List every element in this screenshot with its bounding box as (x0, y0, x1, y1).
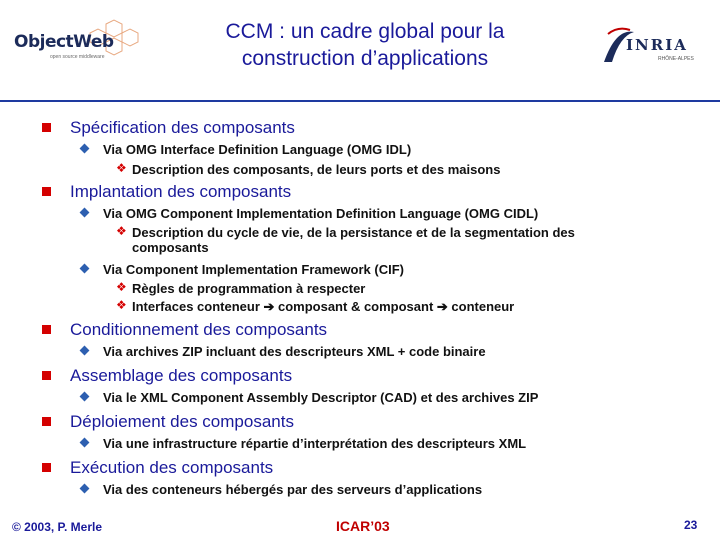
checkmark-bullet-icon: ❖ (116, 161, 127, 175)
bullet-item-deploiement (70, 412, 294, 432)
inria-logo-subtext: RHÔNE-ALPES (658, 56, 694, 62)
square-bullet-icon (42, 325, 51, 334)
sub-sub-item-label: Interfaces conteneur ➔ composant & composant ➔ conteneur (132, 299, 515, 314)
bullet-item-execution (70, 458, 273, 478)
sub-item (103, 262, 404, 277)
bullet-item-label: Spécification des composants (70, 118, 295, 137)
sub-item (103, 206, 538, 221)
objectweb-logo-subtext: open source middleware (50, 54, 105, 60)
diamond-bullet-icon (80, 438, 90, 448)
sub-sub-item-label: Description des composants, de leurs ports et des maisons (132, 162, 501, 177)
square-bullet-icon (42, 187, 51, 196)
sub-item-label: Via Component Implementation Framework (CIF) (103, 262, 404, 277)
sub-sub-item (116, 298, 515, 315)
checkmark-bullet-icon: ❖ (116, 224, 127, 238)
sub-sub-item-label: Règles de programmation à respecter (132, 281, 366, 296)
square-bullet-icon (42, 123, 51, 132)
sub-item-label: Via archives ZIP incluant des descripteurs XML + code binaire (103, 344, 486, 359)
footer-copyright: © 2003, P. Merle (12, 520, 103, 534)
square-bullet-icon (42, 371, 51, 380)
objectweb-logo-text: ObjectWeb (14, 32, 114, 52)
diamond-bullet-icon (80, 392, 90, 402)
diamond-bullet-icon (80, 346, 90, 356)
bullet-item-assemblage (70, 366, 292, 386)
sub-item (103, 436, 526, 451)
bullet-item-conditionnement (70, 320, 327, 340)
bullet-item-label: Conditionnement des composants (70, 320, 328, 339)
sub-item-label: Via le XML Component Assembly Descriptor (CAD) et des archives ZIP (103, 390, 539, 405)
sub-item (103, 482, 482, 497)
diamond-bullet-icon (80, 208, 90, 218)
page-number: 23 (684, 518, 698, 532)
bullet-item-implantation (70, 182, 291, 202)
bullet-item-label: Déploiement des composants (70, 412, 294, 431)
diamond-bullet-icon (80, 264, 90, 274)
sub-sub-item (116, 161, 501, 177)
slide-title-line-2: construction d’applications (241, 47, 489, 70)
bullet-item-label: Implantation des composants (70, 182, 292, 201)
diamond-bullet-icon (80, 144, 90, 154)
sub-sub-item (116, 280, 366, 296)
square-bullet-icon (42, 417, 51, 426)
sub-sub-item-continuation: composants (132, 240, 209, 255)
sub-item-label: Via OMG Interface Definition Language (OMG IDL) (103, 142, 412, 157)
sub-item-label: Via OMG Component Implementation Definition Language (OMG CIDL) (103, 206, 539, 221)
checkmark-bullet-icon: ❖ (116, 280, 127, 294)
footer-event: ICAR’03 (336, 518, 390, 534)
bullet-item-specification (70, 118, 295, 138)
inria-logo-text: INRIA (626, 36, 688, 54)
bullet-item-label: Assemblage des composants (70, 366, 293, 385)
sub-item-label: Via des conteneurs hébergés par des serveurs d’applications (103, 482, 483, 497)
checkmark-bullet-icon: ❖ (116, 298, 127, 312)
diamond-bullet-icon (80, 484, 90, 494)
sub-sub-item-label: Description du cycle de vie, de la persistance et de la segmentation des (132, 225, 575, 240)
square-bullet-icon (42, 463, 51, 472)
sub-item (103, 142, 411, 157)
sub-item (103, 344, 486, 359)
sub-item (103, 390, 538, 405)
sub-sub-item (116, 224, 575, 240)
sub-item-label: Via une infrastructure répartie d’interprétation des descripteurs XML (103, 436, 527, 451)
slide-title-line-1: CCM : un cadre global pour la (225, 20, 505, 43)
bullet-item-label: Exécution des composants (70, 458, 274, 477)
